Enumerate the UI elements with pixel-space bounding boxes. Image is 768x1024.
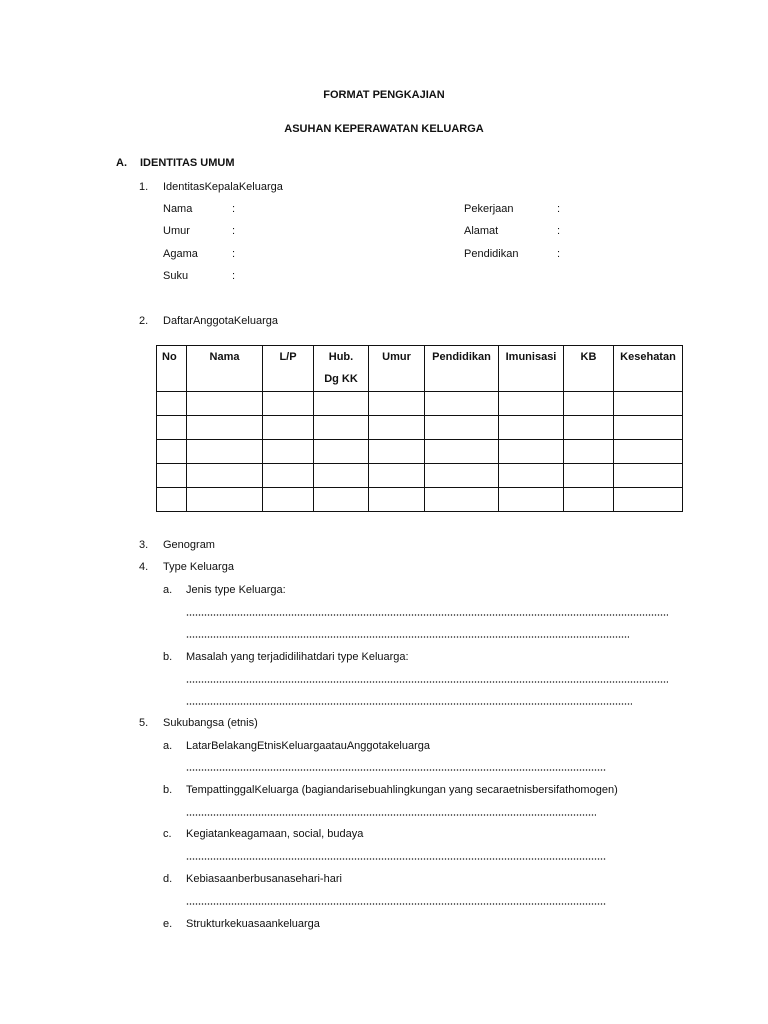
table-cell[interactable]	[157, 416, 187, 440]
field-label-nama: Nama	[163, 203, 193, 215]
table-cell[interactable]	[187, 440, 263, 464]
table-cell[interactable]	[369, 416, 425, 440]
table-cell[interactable]	[614, 464, 683, 488]
table-cell[interactable]	[499, 464, 564, 488]
table-cell[interactable]	[187, 416, 263, 440]
field-colon-suku: :	[232, 270, 236, 282]
table-cell[interactable]	[314, 392, 369, 416]
col-header-imunisasi: Imunisasi	[499, 346, 564, 392]
col-header-nama: Nama	[187, 346, 263, 392]
col-header-hub-line1: Hub.	[328, 351, 354, 363]
table-cell[interactable]	[157, 440, 187, 464]
dotted-fill-line[interactable]	[186, 703, 632, 705]
item-5e-text: Strukturkekuasaankeluarga	[186, 918, 320, 930]
field-colon-alamat: :	[557, 225, 561, 237]
table-cell[interactable]	[369, 392, 425, 416]
col-header-lp: L/P	[263, 346, 314, 392]
table-cell[interactable]	[369, 488, 425, 512]
item-5e-letter: e.	[163, 918, 173, 930]
table-row	[157, 440, 683, 464]
field-colon-pekerjaan: :	[557, 203, 561, 215]
field-label-pekerjaan: Pekerjaan	[464, 203, 514, 215]
table-cell[interactable]	[263, 416, 314, 440]
field-label-agama: Agama	[163, 248, 198, 260]
item-3-title: Genogram	[163, 539, 215, 551]
item-5d-text: Kebiasaanberbusanasehari-hari	[186, 873, 342, 885]
item-5c-letter: c.	[163, 828, 172, 840]
table-cell[interactable]	[425, 392, 499, 416]
item-5b-letter: b.	[163, 784, 173, 796]
item-1-title: IdentitasKepalaKeluarga	[163, 181, 283, 193]
document-subtitle: ASUHAN KEPERAWATAN KELUARGA	[284, 123, 484, 135]
field-colon-umur: :	[232, 225, 236, 237]
field-label-pendidikan: Pendidikan	[464, 248, 519, 260]
col-header-kesehatan: Kesehatan	[614, 346, 683, 392]
table-header-row	[157, 346, 683, 392]
document-title: FORMAT PENGKAJIAN	[323, 89, 445, 101]
table-cell[interactable]	[499, 488, 564, 512]
table-cell[interactable]	[499, 392, 564, 416]
col-header-pendidikan: Pendidikan	[425, 346, 499, 392]
item-4-title: Type Keluarga	[163, 561, 234, 573]
dotted-fill-line[interactable]	[186, 858, 606, 860]
section-a-letter: A.	[116, 157, 127, 169]
table-cell[interactable]	[187, 392, 263, 416]
field-colon-agama: :	[232, 248, 236, 260]
col-header-hub-line2: Dg KK	[324, 373, 358, 385]
item-4a-letter: a.	[163, 584, 173, 596]
table-cell[interactable]	[564, 416, 614, 440]
item-4-number: 4.	[139, 561, 149, 573]
table-row	[157, 488, 683, 512]
family-members-table	[156, 345, 683, 512]
table-cell[interactable]	[614, 488, 683, 512]
table-cell[interactable]	[425, 416, 499, 440]
table-cell[interactable]	[564, 488, 614, 512]
table-cell[interactable]	[157, 464, 187, 488]
dotted-fill-line[interactable]	[186, 903, 606, 905]
col-header-umur: Umur	[369, 346, 425, 392]
table-cell[interactable]	[369, 440, 425, 464]
table-cell[interactable]	[314, 440, 369, 464]
col-header-hub	[314, 346, 369, 392]
field-label-alamat: Alamat	[464, 225, 499, 237]
table-cell[interactable]	[263, 488, 314, 512]
table-cell[interactable]	[499, 416, 564, 440]
item-2-number: 2.	[139, 315, 149, 327]
item-4b-text: Masalah yang terjadidilihatdari type Keluarga:	[186, 651, 409, 663]
table-cell[interactable]	[614, 392, 683, 416]
table-cell[interactable]	[369, 464, 425, 488]
item-4a-text: Jenis type Keluarga:	[186, 584, 286, 596]
table-cell[interactable]	[314, 488, 369, 512]
field-colon-nama: :	[232, 203, 236, 215]
item-5c-text: Kegiatankeagamaan, social, budaya	[186, 828, 364, 840]
item-5d-letter: d.	[163, 873, 173, 885]
item-5-number: 5.	[139, 717, 149, 729]
table-cell[interactable]	[425, 488, 499, 512]
col-header-kb: KB	[564, 346, 614, 392]
table-cell[interactable]	[157, 488, 187, 512]
table-cell[interactable]	[157, 392, 187, 416]
dotted-fill-line[interactable]	[186, 769, 606, 771]
dotted-fill-line[interactable]	[186, 681, 668, 683]
table-cell[interactable]	[614, 416, 683, 440]
item-3-number: 3.	[139, 539, 149, 551]
table-cell[interactable]	[564, 440, 614, 464]
item-5a-text: LatarBelakangEtnisKeluargaatauAnggotakeluarga	[186, 740, 431, 752]
table-cell[interactable]	[564, 464, 614, 488]
table-cell[interactable]	[187, 488, 263, 512]
table-cell[interactable]	[263, 392, 314, 416]
table-row	[157, 416, 683, 440]
table-cell[interactable]	[425, 440, 499, 464]
dotted-fill-line[interactable]	[186, 636, 629, 638]
field-label-umur: Umur	[163, 225, 190, 237]
col-header-no: No	[157, 346, 187, 392]
table-cell[interactable]	[499, 440, 564, 464]
item-5a-letter: a.	[163, 740, 173, 752]
field-colon-pendidikan: :	[557, 248, 561, 260]
table-cell[interactable]	[187, 464, 263, 488]
item-5b-text: TempattinggalKeluarga (bagiandarisebuahlingkungan yang secaraetnisbersifathomogen)	[186, 784, 618, 796]
item-5-title: Sukubangsa (etnis)	[163, 717, 258, 729]
item-2-title: DaftarAnggotaKeluarga	[163, 315, 278, 327]
item-1-number: 1.	[139, 181, 149, 193]
section-a-title: IDENTITAS UMUM	[140, 157, 235, 169]
table-cell[interactable]	[314, 416, 369, 440]
field-label-suku: Suku	[163, 270, 189, 282]
table-cell[interactable]	[263, 440, 314, 464]
table-row	[157, 392, 683, 416]
table-cell[interactable]	[314, 464, 369, 488]
table-cell[interactable]	[564, 392, 614, 416]
item-4b-letter: b.	[163, 651, 173, 663]
table-cell[interactable]	[263, 464, 314, 488]
dotted-fill-line[interactable]	[186, 614, 668, 616]
table-cell[interactable]	[614, 440, 683, 464]
dotted-fill-line[interactable]	[186, 814, 596, 816]
table-cell[interactable]	[425, 464, 499, 488]
table-row	[157, 464, 683, 488]
